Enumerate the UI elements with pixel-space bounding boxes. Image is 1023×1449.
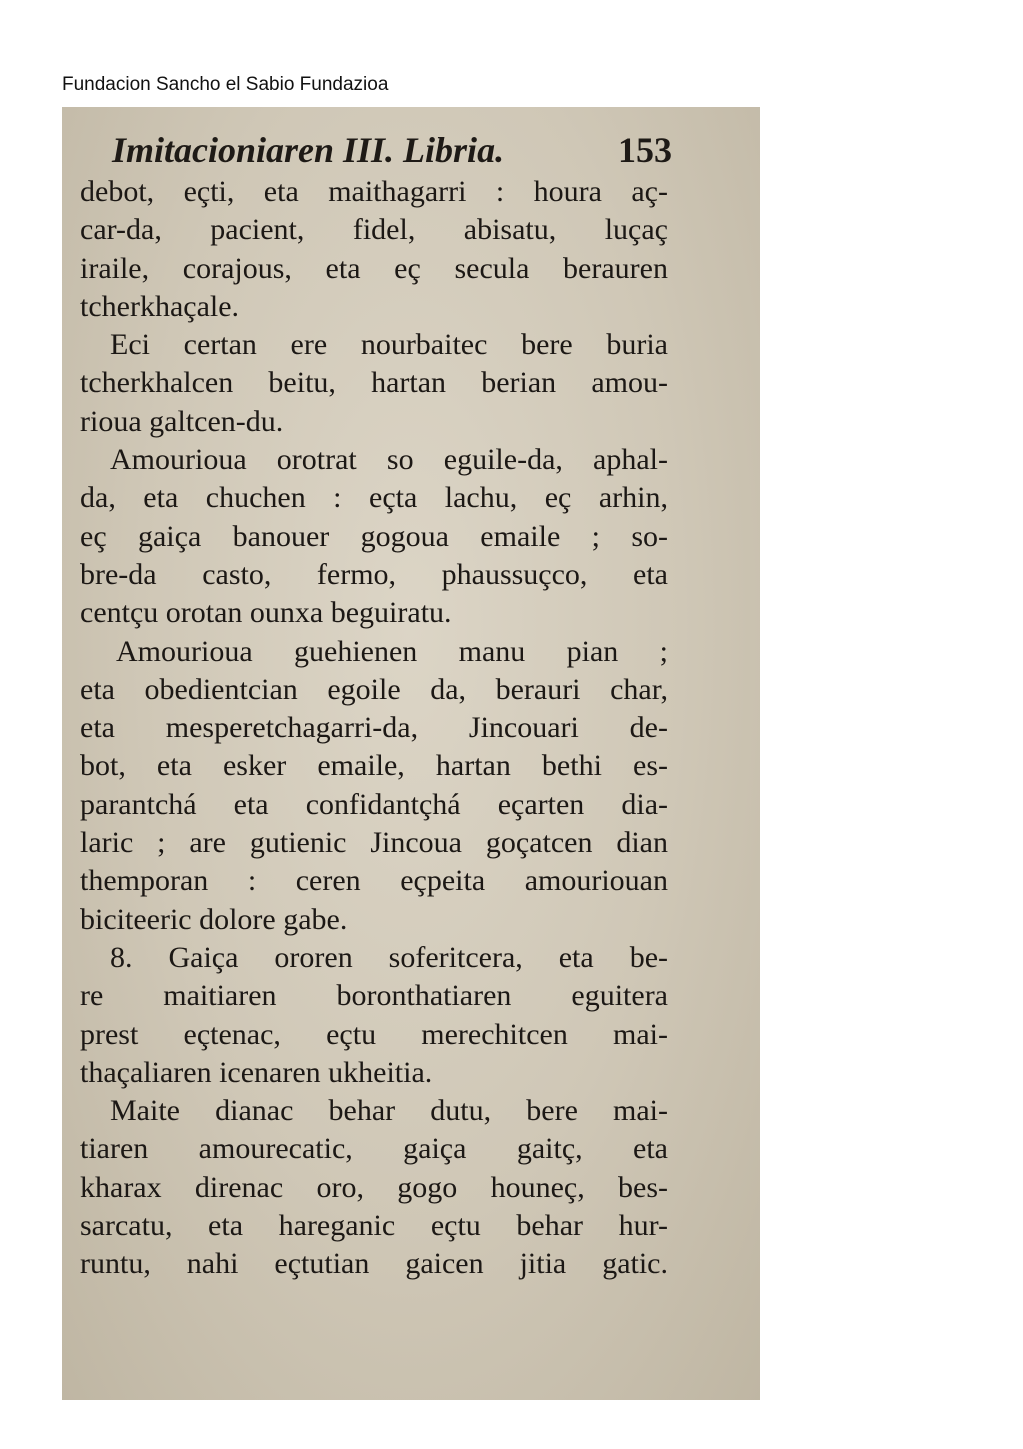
text-line: tcherkhaçale. xyxy=(80,289,240,323)
page-number: 153 xyxy=(618,130,672,170)
text-line: 8. Gaiça ororen soferitcera, eta be- xyxy=(110,940,668,974)
page-text xyxy=(80,173,668,1284)
text-line: Amourioua orotrat so eguile-da, aphal- xyxy=(110,443,668,477)
text-line: car-da, pacient, fidel, abisatu, luçaç xyxy=(80,213,668,247)
text-line: biciteeric dolore gabe. xyxy=(80,902,348,936)
text-line: re maitiaren boronthatiaren eguitera xyxy=(80,979,668,1013)
text-line: iraile, corajous, eta eç secula berauren xyxy=(80,251,668,285)
text-line: runtu, nahi eçtutian gaicen jitia gatic. xyxy=(80,1247,668,1281)
text-line: rioua galtcen-du. xyxy=(80,404,284,438)
text-line: eta mesperetchagarri-da, Jincouari de- xyxy=(80,711,668,745)
text-line: laric ; are gutienic Jincoua goçatcen dian xyxy=(80,826,668,860)
text-line: themporan : ceren eçpeita amouriouan xyxy=(80,864,668,898)
text-line: tiaren amourecatic, gaiça gaitç, eta xyxy=(80,1132,668,1166)
text-line: bot, eta esker emaile, hartan bethi es- xyxy=(80,749,668,783)
text-line: tcherkhalcen beitu, hartan berian amou- xyxy=(80,366,668,400)
text-line: Amourioua guehienen manu pian ; xyxy=(116,634,668,668)
text-line: bre-da casto, fermo, phaussuçco, eta xyxy=(80,557,668,591)
text-line: Maite dianac behar dutu, bere mai- xyxy=(110,1094,668,1128)
text-line: centçu orotan ounxa beguiratu. xyxy=(80,596,452,630)
text-line: kharax direnac oro, gogo houneç, bes- xyxy=(80,1170,668,1204)
archive-header: Fundacion Sancho el Sabio Fundazioa xyxy=(62,74,389,95)
text-line: eç gaiça banouer gogoua emaile ; so- xyxy=(80,519,668,553)
text-line: parantchá eta confidantçhá eçarten dia- xyxy=(80,787,668,821)
running-title: Imitacioniaren III. Libria. xyxy=(112,130,505,170)
text-line: eta obedientcian egoile da, berauri char, xyxy=(80,672,668,706)
text-line: da, eta chuchen : eçta lachu, eç arhin, xyxy=(80,481,668,515)
scanned-book-page xyxy=(62,107,760,1400)
page-heading xyxy=(112,129,672,169)
text-line: Eci certan ere nourbaitec bere buria xyxy=(110,328,668,362)
text-line: debot, eçti, eta maithagarri : houra aç- xyxy=(80,175,668,208)
text-line: prest eçtenac, eçtu merechitcen mai- xyxy=(80,1017,668,1051)
text-line: thaçaliaren icenaren ukheitia. xyxy=(80,1055,433,1089)
text-line: sarcatu, eta hareganic eçtu behar hur- xyxy=(80,1209,668,1243)
